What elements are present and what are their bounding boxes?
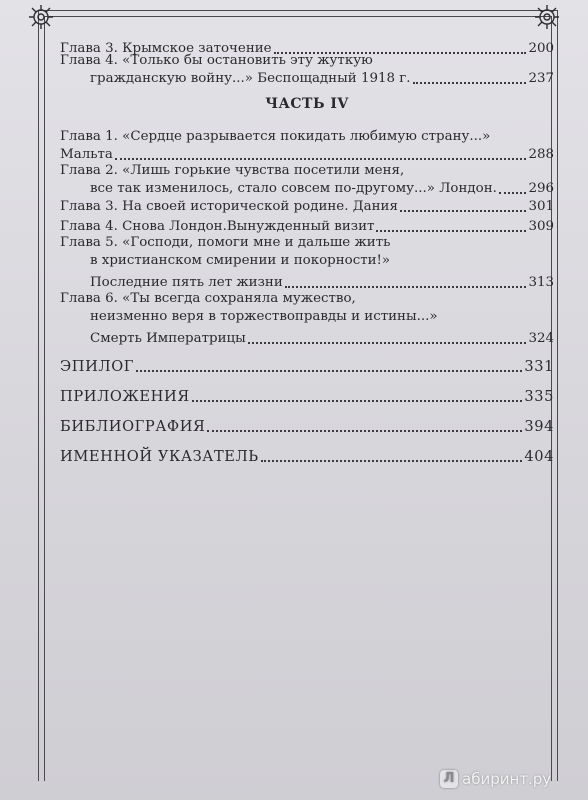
toc-page-number: 296 <box>528 181 554 196</box>
toc-page-number: 335 <box>524 388 554 405</box>
toc-section[interactable] <box>60 446 554 466</box>
toc-entry-line: в христианском смирении и покорности!» <box>90 253 391 268</box>
toc-entry-title: все так изменилось, стало совсем по-другому...» Лондон. <box>90 181 497 196</box>
toc-section-title: БИБЛИОГРАФИЯ <box>60 418 206 435</box>
labirint-logo-icon: Л <box>440 770 458 788</box>
toc-page-number: 288 <box>528 147 554 162</box>
toc-section[interactable] <box>60 416 554 436</box>
leader-dots <box>192 398 523 402</box>
watermark <box>440 770 551 788</box>
ornament-icon <box>534 4 560 30</box>
part-heading: ЧАСТЬ IV <box>265 96 349 112</box>
ornament-icon <box>28 4 54 30</box>
toc-entry-title: Глава 3. Крымское заточение <box>60 41 272 56</box>
leader-dots <box>261 458 523 462</box>
watermark-text: абиринт.ру <box>462 770 552 788</box>
toc-entry[interactable] <box>60 144 554 164</box>
leader-dots <box>115 156 527 160</box>
toc-entry-line: Глава 1. «Сердце разрывается покидать любимую страну...» <box>60 129 491 144</box>
leader-dots <box>413 80 527 84</box>
leader-dots <box>207 428 522 432</box>
leader-dots <box>376 228 526 232</box>
toc-section-title: ПРИЛОЖЕНИЯ <box>60 388 190 405</box>
toc-page-number: 313 <box>528 275 554 290</box>
toc-entry[interactable] <box>90 68 554 88</box>
toc-page-number: 324 <box>528 331 554 346</box>
leader-dots <box>400 208 527 212</box>
toc-section[interactable] <box>60 356 554 376</box>
toc-entry-title: Смерть Императрицы <box>90 331 246 346</box>
toc-entry-line: Глава 5. «Господи, помоги мне и дальше жить <box>60 235 391 250</box>
toc-entry[interactable] <box>90 178 554 198</box>
toc-page-number: 404 <box>524 448 554 465</box>
leader-dots <box>499 190 527 194</box>
toc-section-title: ИМЕННОЙ УКАЗАТЕЛЬ <box>60 448 259 465</box>
toc-entry-title: Глава 3. На своей исторической родине. Дания <box>60 199 398 214</box>
toc-entry-line: Глава 4. «Только бы остановить эту жуткую <box>60 53 373 68</box>
toc-entry-line: неизменно веря в торжествоправды и истины...» <box>90 309 438 324</box>
toc-entry-title: Мальта <box>60 147 113 162</box>
toc-entry[interactable] <box>60 196 554 216</box>
toc-entry[interactable] <box>60 216 554 236</box>
toc-page-number: 309 <box>528 219 554 234</box>
toc-entry-line: Глава 6. «Ты всегда сохраняла мужество, <box>60 291 356 306</box>
toc-page-number: 394 <box>524 418 554 435</box>
toc-page-number: 331 <box>524 358 554 375</box>
toc-entry-line: Глава 2. «Лишь горькие чувства посетили меня, <box>60 163 405 178</box>
toc-entry[interactable] <box>90 328 554 348</box>
toc-entry[interactable] <box>90 272 554 292</box>
toc-page-number: 301 <box>528 199 554 214</box>
toc-section[interactable] <box>60 386 554 406</box>
leader-dots <box>136 368 522 372</box>
toc-entry-title: Последние пять лет жизни <box>90 275 283 290</box>
leader-dots <box>248 340 527 344</box>
toc-page-number: 200 <box>528 41 554 56</box>
toc-section-title: ЭПИЛОГ <box>60 358 135 375</box>
toc-page-number: 237 <box>528 71 554 86</box>
leader-dots <box>285 284 527 288</box>
toc-entry-title: Глава 4. Снова Лондон.Вынужденный визит <box>60 219 375 234</box>
toc-entry-title: гражданскую войну...» Беспощадный 1918 г. <box>90 71 411 86</box>
